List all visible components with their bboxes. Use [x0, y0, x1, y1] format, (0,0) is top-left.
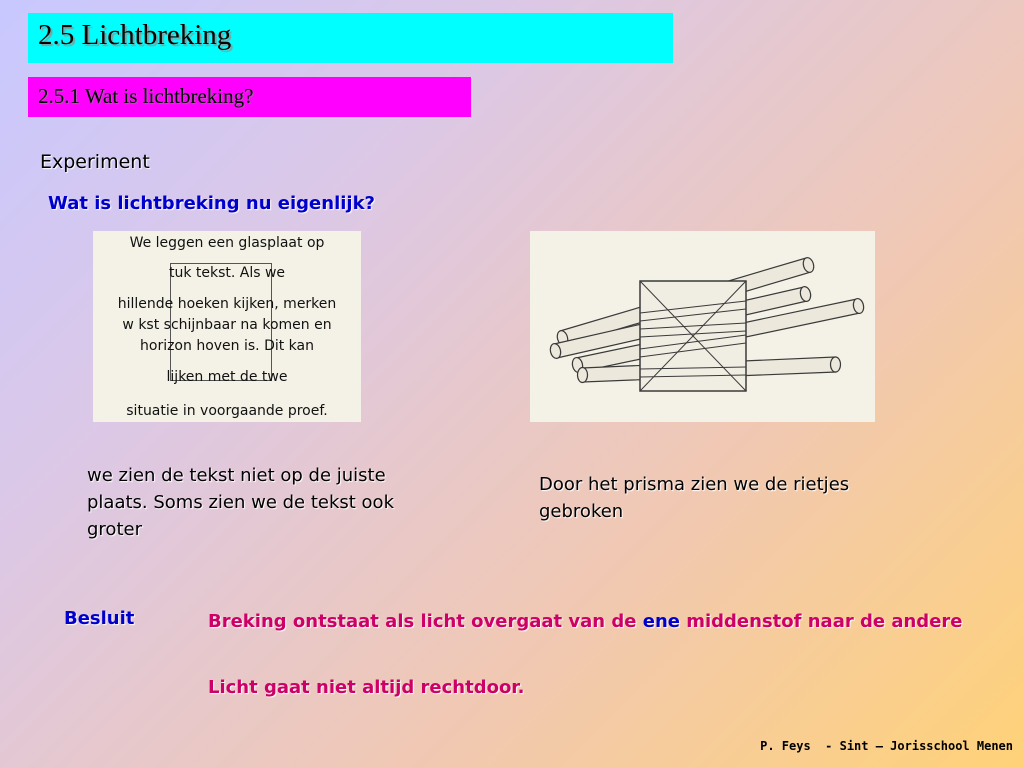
prism-straws-image [530, 231, 875, 422]
conclusion-label: Besluit [64, 608, 135, 629]
text-image-line: tuk tekst. Als we [168, 265, 286, 281]
conclusion-text-part2: middenstof naar de andere [679, 611, 963, 632]
question-heading: Wat is lichtbreking nu eigenlijk? [48, 193, 375, 214]
caption-prism-observation: Door het prisma zien we de rietjes gebroken [539, 474, 850, 522]
prism-straws-drawing [530, 231, 875, 422]
conclusion-highlight: ene [642, 611, 680, 632]
title-bar [28, 13, 673, 63]
text-image-line: We leggen een glasplaat op [129, 235, 325, 251]
text-image-line: w kst schijnbaar na komen en [122, 317, 332, 333]
conclusion-text-part1: Breking ontstaat als licht overgaat van de [208, 611, 643, 632]
experiment-label: Experiment [40, 151, 150, 173]
conclusion-statement: Licht gaat niet altijd rechtdoor. [208, 677, 525, 698]
footer-credit: P. Feys - Sint – Jorisschool Menen [760, 739, 1013, 753]
text-image-line: hillende hoeken kijken, merken [117, 296, 337, 312]
text-image-line: lijken met de twe [166, 369, 288, 385]
glass-plate-text-image [93, 231, 361, 422]
conclusion-text [208, 608, 968, 636]
slide-subtitle: 2.5.1 Wat is lichtbreking? [38, 84, 254, 108]
slide-title: 2.5 Lichtbreking [38, 19, 232, 51]
text-image-line: horizon hoven is. Dit kan [140, 338, 314, 354]
caption-text-observation: we zien de tekst niet op de juiste plaats. Soms zien we de tekst ook groter [87, 465, 394, 540]
subtitle-bar [28, 77, 471, 117]
text-image-line: situatie in voorgaande proef. [126, 403, 328, 419]
